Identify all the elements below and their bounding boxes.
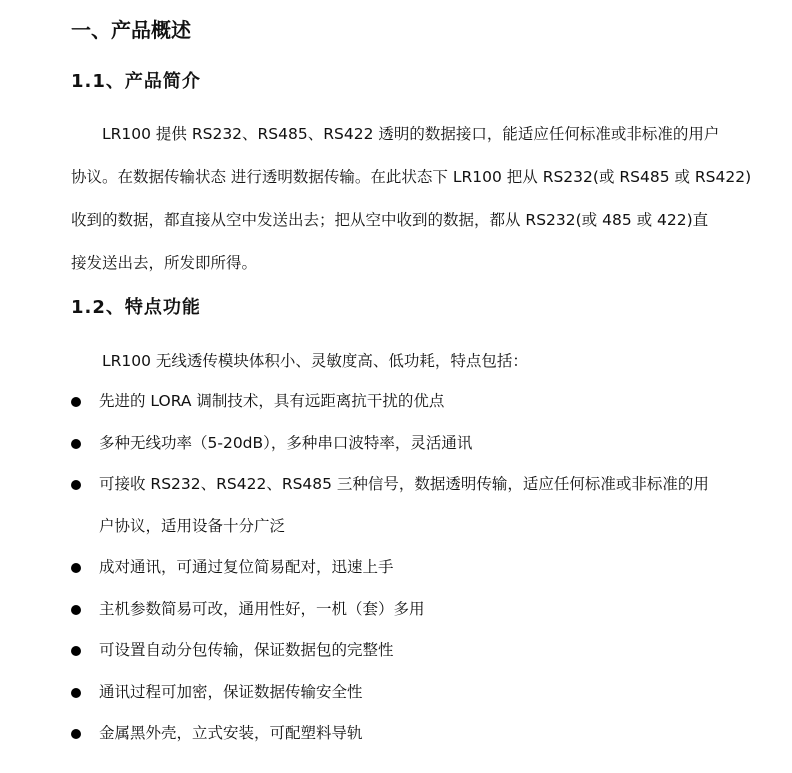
section-heading-features: 1.2、特点功能 xyxy=(71,297,201,318)
list-item-text-continued: 户协议，适用设备十分广泛 xyxy=(99,516,286,535)
features-bullet-list xyxy=(71,381,736,755)
paragraph-line: LR100 提供 RS232、RS485、RS422 透明的数据接口，能适应任何标准或非标准的用户 xyxy=(102,125,720,143)
list-item-text: 多种无线功率（5-20dB），多种串口波特率，灵活通讯 xyxy=(99,433,473,452)
bullet-dot-icon xyxy=(71,563,81,573)
bullet-dot-icon xyxy=(71,480,81,490)
bullet-dot-icon xyxy=(71,397,81,407)
chapter-heading: 一、产品概述 xyxy=(71,18,191,42)
list-item-text: 可接收 RS232、RS422、RS485 三种信号，数据透明传输，适应任何标准或非标准的用 xyxy=(99,475,709,493)
list-item xyxy=(71,630,736,672)
list-item-text: 先进的 LORA 调制技术，具有远距离抗干扰的优点 xyxy=(99,392,445,410)
list-item-text: 成对通讯，可通过复位简易配对，迅速上手 xyxy=(99,558,394,576)
features-intro-paragraph xyxy=(71,340,736,383)
list-item-text: 主机参数简易可改，通用性好，一机（套）多用 xyxy=(99,599,425,618)
list-item xyxy=(71,547,736,589)
list-item xyxy=(71,589,736,631)
list-item xyxy=(71,423,736,465)
paragraph-line: 收到的数据，都直接从空中发送出去；把从空中收到的数据，都从 RS232(或 485 或 422)直 xyxy=(71,211,709,229)
bullet-dot-icon xyxy=(71,605,81,615)
list-item-text: 通讯过程可加密，保证数据传输安全性 xyxy=(99,682,363,701)
product-intro-paragraph xyxy=(71,113,752,285)
features-intro-line: LR100 无线透传模块体积小、灵敏度高、低功耗，特点包括： xyxy=(102,352,528,370)
bullet-dot-icon xyxy=(71,646,81,656)
paragraph-line: 协议。在数据传输状态 进行透明数据传输。在此状态下 LR100 把从 RS232(或 RS485 或 RS422) xyxy=(71,168,752,186)
bullet-dot-icon xyxy=(71,729,81,739)
bullet-dot-icon xyxy=(71,439,81,449)
list-item xyxy=(71,464,736,547)
list-item xyxy=(71,381,736,423)
paragraph-line: 接发送出去，所发即所得。 xyxy=(71,254,258,272)
list-item-text: 可设置自动分包传输，保证数据包的完整性 xyxy=(99,641,394,659)
bullet-dot-icon xyxy=(71,688,81,698)
list-item xyxy=(71,713,736,755)
list-item xyxy=(71,672,736,714)
section-heading-product-intro: 1.1、产品简介 xyxy=(71,71,201,92)
list-item-text: 金属黑外壳，立式安装，可配塑料导轨 xyxy=(99,724,363,742)
